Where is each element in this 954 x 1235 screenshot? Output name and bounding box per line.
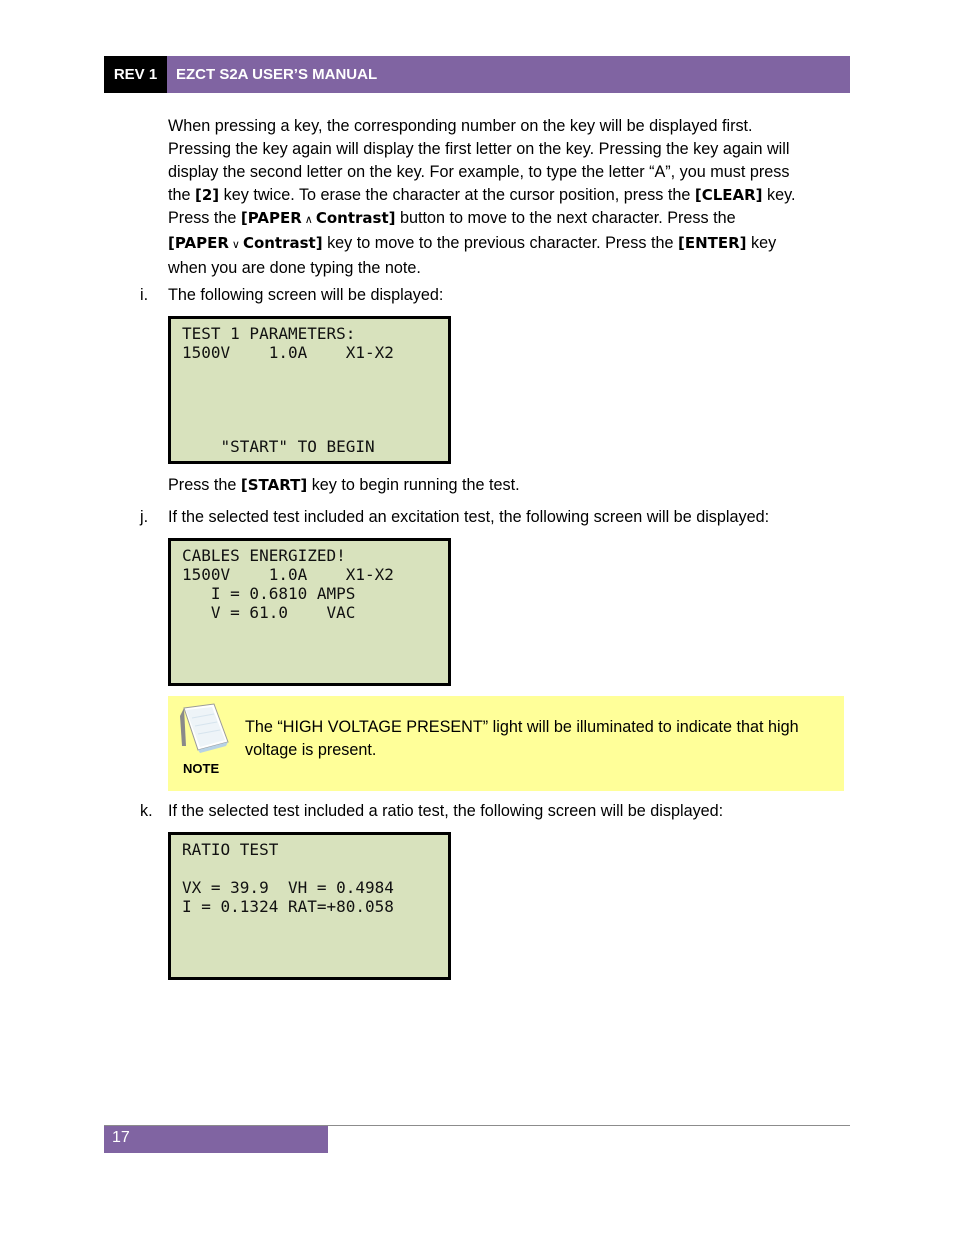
lcd-screen-test-parameters	[168, 316, 451, 464]
text: key	[746, 234, 777, 252]
page-number: 17	[104, 1126, 328, 1153]
key-clear: [CLEAR]	[694, 186, 763, 204]
intro-line: when you are done typing the note.	[168, 259, 421, 277]
key-2: [2]	[195, 186, 220, 204]
intro-line	[168, 207, 858, 232]
header-title: EZCT S2A USER’S MANUAL	[167, 56, 850, 93]
step-k-marker: k.	[140, 802, 153, 820]
key-paper-up: [PAPER	[240, 209, 302, 227]
down-arrow-icon: ∨	[231, 239, 240, 251]
lcd-line: I = 0.1324 RAT=+80.058	[182, 897, 394, 916]
key-enter: [ENTER]	[677, 234, 747, 252]
step-k-text: If the selected test included a ratio test, the following screen will be displayed:	[168, 802, 724, 820]
step-i-text: The following screen will be displayed:	[168, 286, 444, 304]
start-instruction	[168, 474, 520, 497]
text: key to move to the previous character. Press the	[322, 234, 678, 252]
text: key to begin running the test.	[307, 476, 520, 494]
lcd-line: TEST 1 PARAMETERS:	[182, 324, 356, 343]
intro-line: Pressing the key again will display the first letter on the key. Pressing the key again will	[168, 140, 790, 158]
key-start: [START]	[240, 476, 308, 494]
text: key.	[762, 186, 796, 204]
key-contrast: Contrast]	[242, 234, 323, 252]
text: key twice. To erase the character at the cursor position, press the	[219, 186, 695, 204]
note-text: The “HIGH VOLTAGE PRESENT” light will be illuminated to indicate that high voltage is present.	[245, 718, 799, 759]
key-paper-down: [PAPER	[168, 234, 229, 252]
intro-line: display the second letter on the key. For example, to type the letter “A”, you must press	[168, 163, 790, 181]
step-j-marker: j.	[140, 508, 149, 526]
lcd-line: RATIO TEST	[182, 840, 279, 859]
lcd-screen-ratio-test	[168, 832, 451, 980]
note-label: NOTE	[183, 761, 220, 776]
lcd-line: I = 0.6810 AMPS	[182, 584, 356, 603]
text: the	[168, 186, 196, 204]
step-i-marker: i.	[140, 286, 149, 304]
intro-line	[168, 232, 858, 257]
up-arrow-icon: ∧	[304, 214, 313, 226]
intro-line	[168, 184, 858, 207]
key-contrast: Contrast]	[315, 209, 396, 227]
notepad-icon	[176, 702, 232, 754]
lcd-line: 1500V 1.0A X1-X2	[182, 343, 394, 362]
header-revision: REV 1	[104, 56, 167, 93]
lcd-line: "START" TO BEGIN	[182, 437, 375, 456]
text: button to move to the next character. Press the	[395, 209, 736, 227]
lcd-line: CABLES ENERGIZED!	[182, 546, 346, 565]
lcd-line: V = 61.0 VAC	[182, 603, 356, 622]
text: Press the	[168, 476, 241, 494]
step-j-text: If the selected test included an excitation test, the following screen will be displayed:	[168, 508, 770, 526]
intro-paragraph	[168, 115, 858, 280]
lcd-screen-cables-energized	[168, 538, 451, 686]
text: Press the	[168, 209, 241, 227]
lcd-line: VX = 39.9 VH = 0.4984	[182, 878, 394, 897]
intro-line: When pressing a key, the corresponding number on the key will be displayed first.	[168, 117, 753, 135]
lcd-line: 1500V 1.0A X1-X2	[182, 565, 394, 584]
